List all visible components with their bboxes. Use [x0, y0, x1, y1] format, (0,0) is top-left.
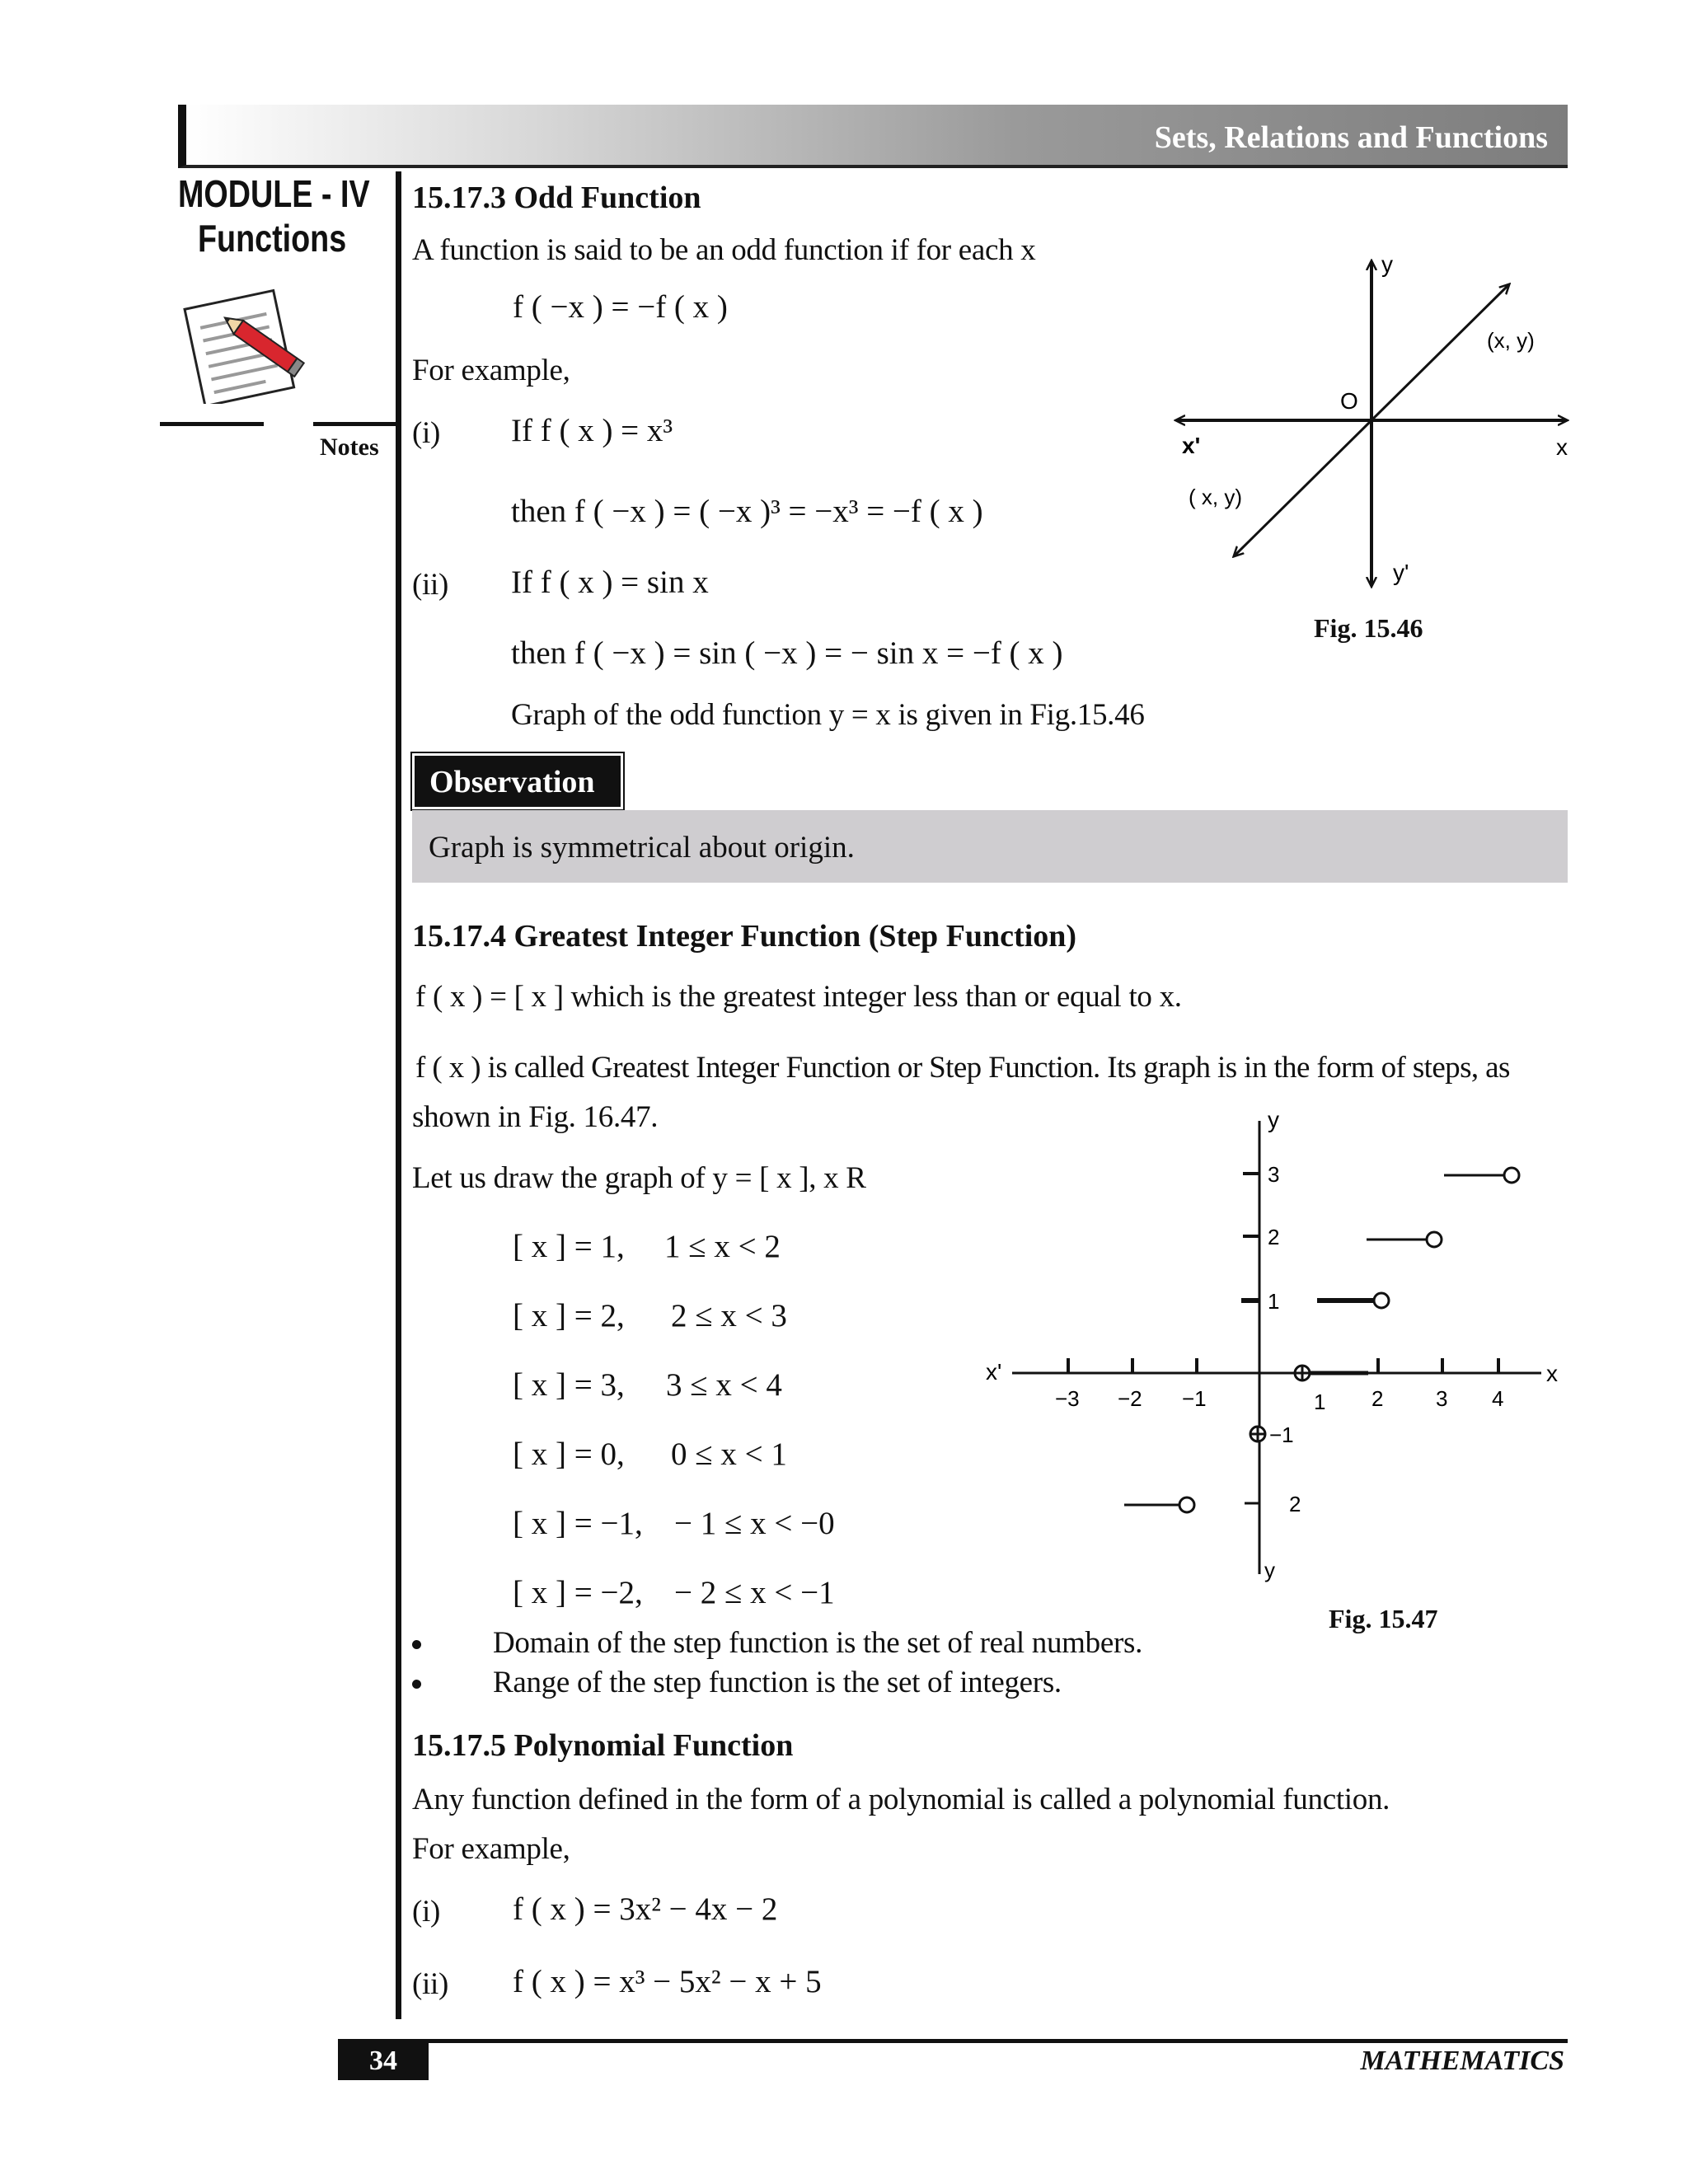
x-tick-label: 1 — [1314, 1390, 1326, 1414]
odd-ex2-num: (ii) — [412, 568, 449, 602]
content-rule — [396, 171, 401, 2019]
poly-intro: Any function defined in the form of a polynomial is called a polynomial function. — [412, 1783, 1390, 1816]
fig46-origin-label: O — [1340, 388, 1358, 414]
fig47-y-label: y — [1268, 1107, 1279, 1132]
case-rhs: 0 ≤ x < 1 — [671, 1436, 787, 1472]
case-lhs: [ x ] = −2, — [513, 1575, 643, 1610]
odd-ex1-num: (i) — [412, 416, 441, 450]
open-endpoint — [1374, 1293, 1389, 1308]
observation-text: Graph is symmetrical about origin. — [429, 831, 855, 865]
observation-box — [412, 810, 1568, 883]
case-rhs: − 1 ≤ x < −0 — [674, 1506, 835, 1541]
fig46-caption: Fig. 15.46 — [1314, 613, 1423, 643]
poly-heading: 15.17.5 Polynomial Function — [412, 1728, 794, 1763]
case-lhs: [ x ] = 1, — [513, 1229, 625, 1264]
open-endpoint — [1427, 1232, 1442, 1247]
fig47-caption: Fig. 15.47 — [1329, 1604, 1438, 1633]
fig47-y-bottom-label: y — [1264, 1558, 1275, 1582]
x-tick-label: 4 — [1492, 1386, 1504, 1411]
open-endpoint — [1504, 1168, 1519, 1183]
case-lhs: [ x ] = −1, — [513, 1506, 643, 1541]
footer-title: MATHEMATICS — [1360, 2046, 1564, 2076]
fig46-y-prime-label: y' — [1393, 560, 1409, 585]
poly-ex2: f ( x ) = x³ − 5x² − x + 5 — [513, 1964, 822, 1999]
open-endpoint — [1179, 1497, 1194, 1512]
y-tick-label: −1 — [1269, 1422, 1294, 1447]
footer-rule — [338, 2039, 1568, 2043]
bullet-text: Range of the step function is the set of integers. — [493, 1666, 1062, 1699]
x-tick-label: −2 — [1118, 1386, 1142, 1411]
y-tick-label: 2 — [1289, 1492, 1301, 1516]
odd-definition: f ( −x ) = −f ( x ) — [513, 289, 728, 325]
x-tick-label: −3 — [1055, 1386, 1080, 1411]
bullet-text: Domain of the step function is the set of real numbers. — [493, 1626, 1143, 1660]
line-y-eq-x-neg — [1235, 420, 1372, 555]
step-def-line: f ( x ) = [ x ] which is the greatest integer less than or equal to x. — [415, 980, 1182, 1014]
observation-tab-label: Observation — [429, 765, 595, 799]
x-tick-label: −1 — [1182, 1386, 1207, 1411]
case-rhs: 2 ≤ x < 3 — [671, 1298, 787, 1333]
fig46-point-neg: ( x, y) — [1189, 485, 1242, 509]
header-band — [178, 105, 1568, 168]
poly-ex1: f ( x ) = 3x² − 4x − 2 — [513, 1891, 778, 1927]
subject-label: Functions — [198, 217, 347, 260]
step-function-graph — [973, 1104, 1582, 1591]
page-number-box — [338, 2041, 429, 2080]
odd-ex2-then: then f ( −x ) = sin ( −x ) = − sin x = −f ( x ) — [511, 635, 1063, 671]
odd-heading: 15.17.3 Odd Function — [412, 180, 701, 215]
fig46-x-prime-label: x' — [1182, 433, 1201, 458]
odd-ex2-if: If f ( x ) = sin x — [511, 565, 709, 600]
poly-ex1-num: (i) — [412, 1895, 441, 1929]
y-tick-label: 2 — [1268, 1225, 1280, 1249]
x-tick-label: 3 — [1436, 1386, 1448, 1411]
line-y-eq-x-pos — [1372, 285, 1508, 420]
case-rhs: 3 ≤ x < 4 — [666, 1367, 782, 1403]
bullet-dot — [412, 1680, 421, 1689]
y-tick-label: 3 — [1268, 1162, 1280, 1187]
case-lhs: [ x ] = 0, — [513, 1436, 625, 1472]
fig46-x-label: x — [1556, 434, 1568, 460]
fig46-point-pos: (x, y) — [1487, 328, 1535, 353]
fig46-y-label: y — [1381, 251, 1393, 277]
notes-pad-icon — [175, 280, 323, 404]
fig47-x-prime-label: x' — [986, 1359, 1002, 1385]
case-rhs: 1 ≤ x < 2 — [664, 1229, 781, 1264]
odd-graph-text: Graph of the odd function y = x is given in Fig.15.46 — [511, 698, 1145, 732]
odd-ex1-if: If f ( x ) = x³ — [511, 413, 673, 448]
fig47-x-label: x — [1546, 1361, 1558, 1386]
bullet-dot — [412, 1640, 421, 1649]
poly-ex2-num: (ii) — [412, 1967, 449, 2001]
header-title: Sets, Relations and Functions — [1154, 120, 1548, 155]
x-tick-label: 2 — [1372, 1386, 1384, 1411]
notes-rule-gap — [264, 422, 313, 426]
observation-tab — [412, 753, 623, 809]
case-lhs: [ x ] = 3, — [513, 1367, 625, 1403]
module-label: MODULE - IV — [178, 172, 370, 215]
odd-intro: A function is said to be an odd function if for each x — [412, 233, 1036, 267]
step-desc-line2: shown in Fig. 16.47. — [412, 1100, 659, 1134]
case-lhs: [ x ] = 2, — [513, 1298, 625, 1333]
page-number: 34 — [369, 2046, 397, 2076]
odd-function-graph — [1154, 247, 1582, 659]
poly-for-example: For example, — [412, 1832, 570, 1866]
notes-label: Notes — [320, 434, 379, 461]
step-heading: 15.17.4 Greatest Integer Function (Step Function) — [412, 919, 1077, 954]
odd-for-example: For example, — [412, 354, 570, 387]
case-rhs: − 2 ≤ x < −1 — [674, 1575, 835, 1610]
odd-ex1-then: then f ( −x ) = ( −x )³ = −x³ = −f ( x ) — [511, 494, 983, 529]
y-tick-label: 1 — [1268, 1289, 1280, 1314]
step-draw-line: Let us draw the graph of y = [ x ], x R — [412, 1161, 866, 1195]
step-desc-line1: f ( x ) is called Greatest Integer Function or Step Function. Its graph is in the form of steps, as — [415, 1051, 1510, 1085]
